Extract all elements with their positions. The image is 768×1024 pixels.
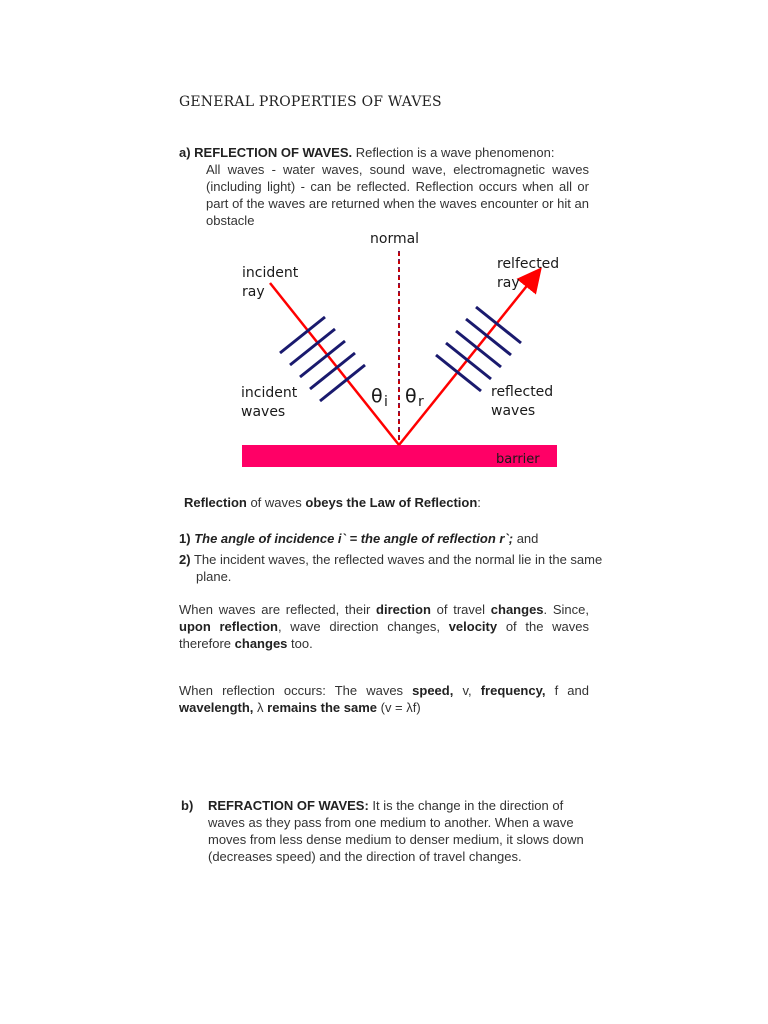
section-a-label: a) REFLECTION OF WAVES. bbox=[179, 145, 353, 160]
incident-ray-label-1: incident bbox=[242, 265, 299, 281]
normal-label: normal bbox=[370, 231, 420, 247]
section-a-first-line: a) REFLECTION OF WAVES. Reflection is a wave phenomenon: bbox=[179, 145, 555, 160]
barrier-label: barrier bbox=[496, 452, 540, 467]
invariants-paragraph: When reflection occurs: The waves speed, v, frequency, f and wavelength, λ remains the same (v = λf) bbox=[179, 683, 589, 715]
section-refraction bbox=[181, 797, 591, 865]
incident-waves-label-2: waves bbox=[241, 404, 286, 420]
reflected-ray-label-1: relfected bbox=[497, 256, 560, 272]
section-a-body: All waves - water waves, sound wave, electromagnetic waves (including light) - can be reflected. Reflection occurs when all or part of the waves are returned when the waves encounter or hit an obstacle bbox=[206, 162, 589, 228]
reflected-waves-label-2: waves bbox=[491, 403, 536, 419]
law-intro: Reflection of waves obeys the Law of Reflection: bbox=[184, 495, 481, 510]
theta-r-subscript: r bbox=[418, 394, 424, 410]
reflected-waves-label-1: reflected bbox=[491, 384, 554, 400]
incident-ray-label-2: ray bbox=[242, 284, 265, 300]
theta-r-symbol: θ bbox=[405, 385, 417, 407]
section-b-label: b) bbox=[181, 798, 194, 813]
reflection-diagram bbox=[230, 225, 570, 475]
law-rule-2: 2) The incident waves, the reflected waves and the normal lie in the same plane. bbox=[179, 552, 603, 584]
theta-i-symbol: θ bbox=[371, 385, 383, 407]
page-heading: GENERAL PROPERTIES OF WAVES bbox=[179, 94, 442, 110]
law-rule-1: 1) The angle of incidence i` = the angle of reflection r`; and bbox=[179, 531, 539, 546]
section-b-body: REFRACTION OF WAVES: It is the change in the direction of waves as they pass from one medium to another. When a wave moves from less dense medium to denser medium, it slows down (decreases speed) and the direction of travel changes. bbox=[208, 798, 584, 864]
incident-waves-label-1: incident bbox=[241, 385, 298, 401]
theta-i-subscript: i bbox=[384, 394, 388, 410]
reflected-wavefronts bbox=[436, 307, 521, 391]
reflected-ray-label-2: ray bbox=[497, 275, 520, 291]
direction-paragraph: When waves are reflected, their direction of travel changes. Since, upon reflection, wave direction changes, velocity of the waves therefore changes too. bbox=[179, 602, 590, 651]
section-reflection bbox=[179, 144, 589, 229]
